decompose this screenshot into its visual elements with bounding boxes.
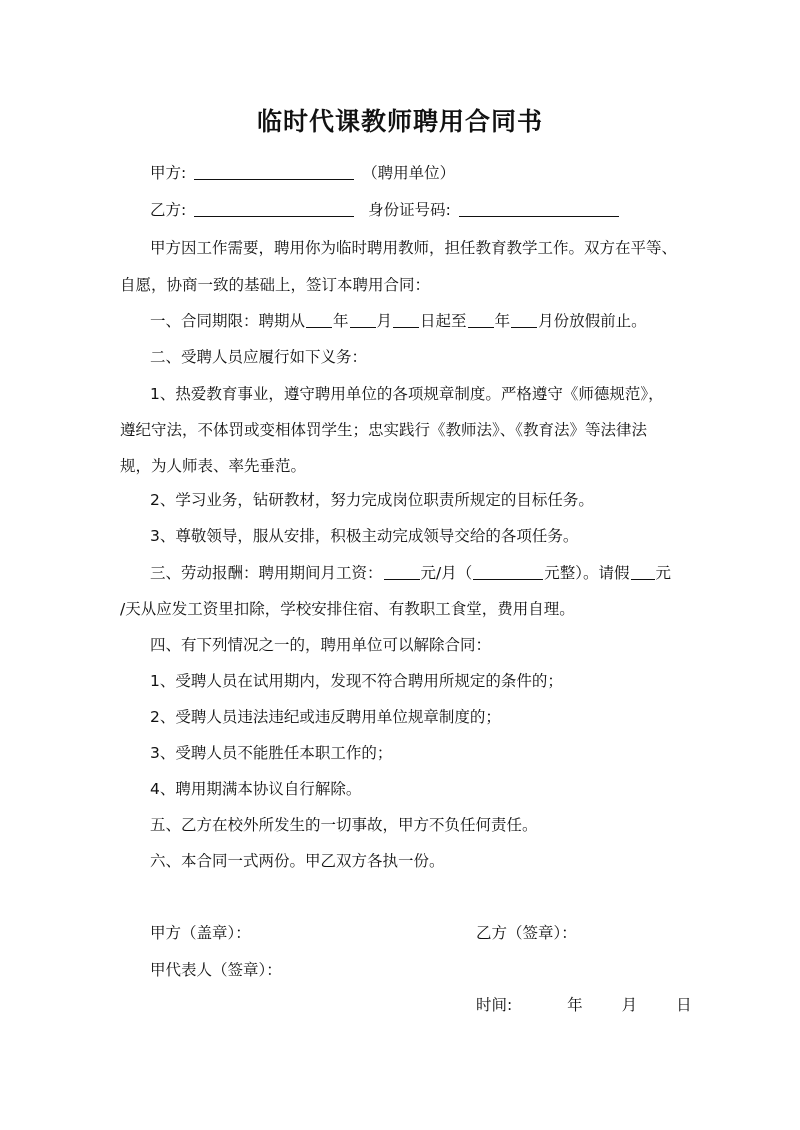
termination-item-4: 4、聘用期满本协议自行解除。	[150, 780, 362, 798]
termination-heading: 四、有下列情况之一的，聘用单位可以解除合同：	[150, 636, 492, 654]
date-line	[476, 995, 692, 1015]
intro-line-1: 甲方因工作需要，聘用你为临时聘用教师，担任教育教学工作。双方在平等、	[150, 239, 678, 257]
representative-sign-label: 甲代表人（签章）：	[150, 961, 282, 979]
party-a-suffix: （聘用单位）	[362, 164, 456, 182]
id-number-label: 身份证号码:	[368, 201, 451, 219]
time-label: 时间:	[476, 996, 513, 1014]
termination-item-2: 2、受聘人员违法违纪或违反聘用单位规章制度的；	[150, 708, 501, 726]
salary-words-blank[interactable]	[473, 564, 543, 580]
party-a-seal-label: 甲方（盖章）：	[150, 924, 251, 942]
term-start-year-blank[interactable]	[306, 312, 332, 328]
party-b-label: 乙方:	[150, 201, 187, 219]
leave-deduction-blank[interactable]	[631, 564, 655, 580]
party-a-line	[150, 163, 690, 183]
pay-text-2: 元/月（	[420, 564, 473, 582]
date-month-label: 月	[621, 996, 638, 1014]
duty-2: 2、学习业务，钻研教材，努力完成岗位职责所规定的目标任务。	[150, 491, 594, 509]
duties-heading: 二、受聘人员应履行如下义务：	[150, 348, 368, 366]
term-text-2: 年	[333, 312, 349, 330]
party-b-sign-label: 乙方（签章）：	[476, 924, 577, 942]
term-start-day-blank[interactable]	[393, 312, 419, 328]
term-end-month-blank[interactable]	[511, 312, 537, 328]
party-a-label: 甲方:	[150, 164, 187, 182]
term-clause	[150, 311, 690, 331]
term-end-year-blank[interactable]	[468, 312, 494, 328]
party-b-line	[150, 200, 690, 220]
date-day-label: 日	[676, 996, 692, 1014]
monthly-salary-blank[interactable]	[384, 564, 420, 580]
clause-5: 五、乙方在校外所发生的一切事故，甲方不负任何责任。	[150, 816, 538, 834]
duty-1-line-1: 1、热爱教育事业，遵守聘用单位的各项规章制度。严格遵守《师德规范》，	[150, 385, 664, 403]
clause-6: 六、本合同一式两份。甲乙双方各执一份。	[150, 852, 445, 870]
duty-1-line-3: 规，为人师表、率先垂范。	[120, 457, 307, 475]
pay-text-1: 三、劳动报酬：聘用期间月工资：	[150, 564, 383, 582]
duty-3: 3、尊敬领导，服从安排，积极主动完成领导交给的各项任务。	[150, 527, 579, 545]
termination-item-3: 3、受聘人员不能胜任本职工作的；	[150, 744, 393, 762]
term-text-3: 月	[376, 312, 393, 330]
pay-text-3: 元整）。请假	[544, 564, 630, 582]
pay-clause	[150, 563, 690, 583]
party-b-blank[interactable]	[194, 201, 354, 217]
party-a-blank[interactable]	[194, 164, 354, 180]
term-text-5: 年	[494, 312, 511, 330]
pay-text-4: 元	[655, 564, 672, 582]
term-text-4: 日起至	[420, 312, 467, 330]
term-text-1: 一、合同期限：聘期从	[150, 312, 306, 330]
date-year-label: 年	[567, 996, 583, 1014]
page-title: 临时代课教师聘用合同书	[256, 107, 543, 136]
term-text-6: 月份放假前止。	[538, 312, 647, 330]
term-start-month-blank[interactable]	[350, 312, 376, 328]
duty-1-line-2: 遵纪守法，不体罚或变相体罚学生；忠实践行《教师法》、《教育法》等法律法	[120, 421, 648, 439]
id-number-blank[interactable]	[459, 201, 619, 217]
pay-clause-line-2: /天从应发工资里扣除，学校安排住宿、有教职工食堂，费用自理。	[120, 600, 575, 618]
termination-item-1: 1、受聘人员在试用期内，发现不符合聘用所规定的条件的；	[150, 672, 563, 690]
intro-line-2: 自愿，协商一致的基础上，签订本聘用合同：	[120, 276, 431, 294]
